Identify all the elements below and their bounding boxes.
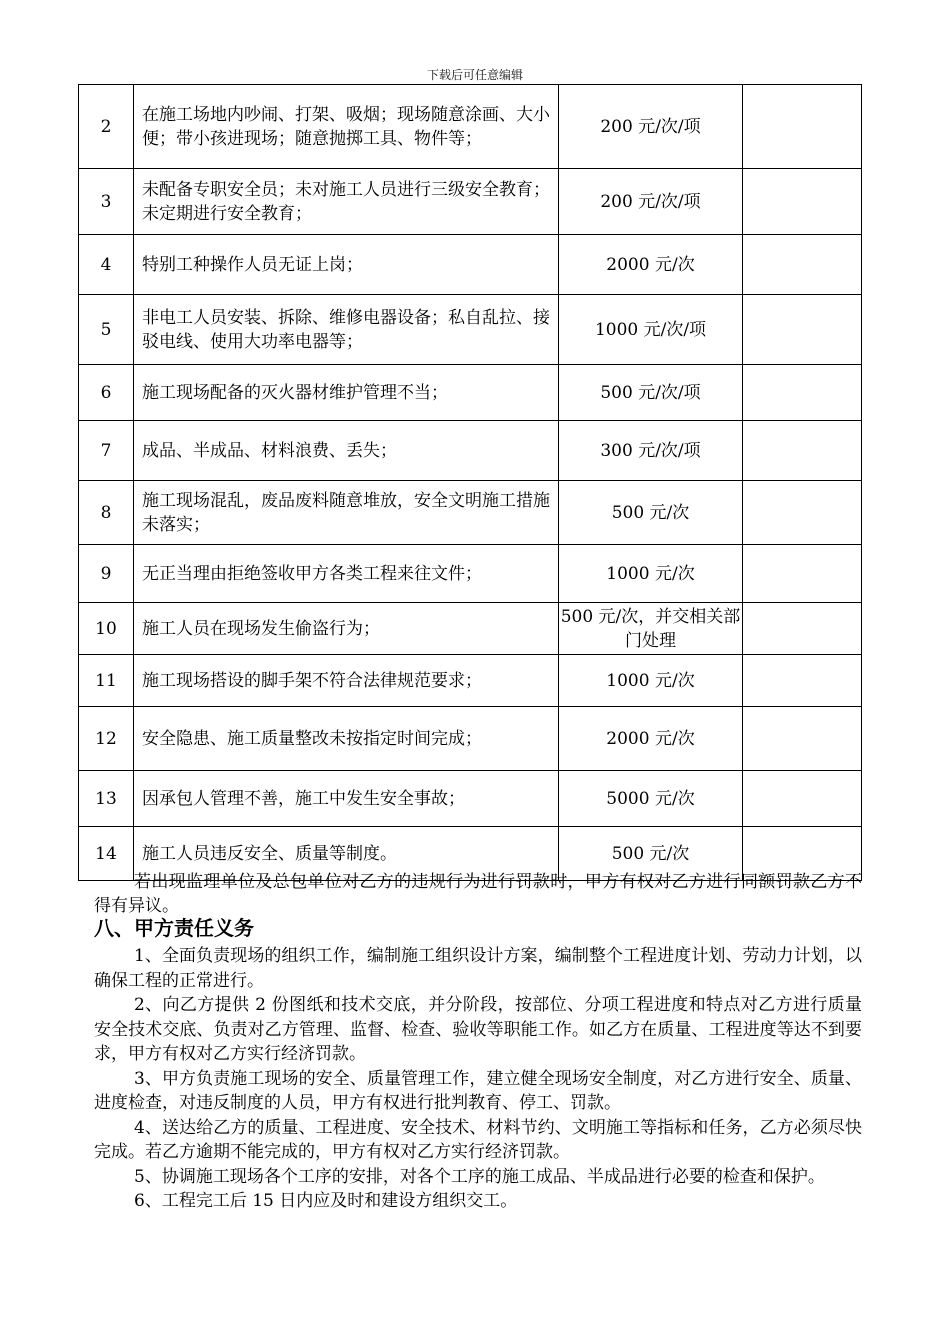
responsibility-item: 4、送达给乙方的质量、工程进度、安全技术、材料节约、文明施工等指标和任务，乙方必须尽快完成。若乙方逾期不能完成的，甲方有权对乙方实行经济罚款。: [94, 1117, 862, 1162]
penalty-note: [94, 870, 862, 918]
row-remark: [743, 85, 862, 169]
row-penalty-amount: 1000 元/次: [559, 655, 743, 707]
row-description: 因承包人管理不善，施工中发生安全事故；: [134, 771, 559, 827]
table-row: [79, 655, 862, 707]
row-description: 非电工人员安装、拆除、维修电器设备；私自乱拉、接驳电线、使用大功率电器等；: [134, 295, 559, 365]
row-number: 5: [79, 295, 134, 365]
responsibility-list: [94, 944, 862, 1214]
row-description: 无正当理由拒绝签收甲方各类工程来往文件；: [134, 545, 559, 603]
row-number: 2: [79, 85, 134, 169]
row-number: 3: [79, 169, 134, 235]
row-description: 施工人员在现场发生偷盗行为；: [134, 603, 559, 655]
row-penalty-amount: 500 元/次: [559, 827, 743, 881]
row-remark: [743, 655, 862, 707]
page-header-note: 下载后可任意编辑: [426, 68, 523, 82]
row-penalty-amount: 1000 元/次/项: [559, 295, 743, 365]
table-row: [79, 365, 862, 421]
row-remark: [743, 545, 862, 603]
row-penalty-amount: 500 元/次/项: [559, 365, 743, 421]
row-remark: [743, 295, 862, 365]
responsibility-item: 6、工程完工后 15 日内应及时和建设方组织交工。: [134, 1191, 518, 1211]
row-description: 施工人员违反安全、质量等制度。: [134, 827, 559, 881]
row-number: 12: [79, 707, 134, 771]
row-description: 安全隐患、施工质量整改未按指定时间完成；: [134, 707, 559, 771]
table-row: [79, 169, 862, 235]
row-penalty-amount: 500 元/次: [559, 481, 743, 545]
responsibility-item: 1、全面负责现场的组织工作，编制施工组织设计方案，编制整个工程进度计划、劳动力计划，以确保工程的正常进行。: [94, 946, 862, 991]
table-row: [79, 603, 862, 655]
row-description: 成品、半成品、材料浪费、丢失；: [134, 421, 559, 481]
row-remark: [743, 169, 862, 235]
table-row: [79, 295, 862, 365]
responsibility-item: 2、向乙方提供 2 份图纸和技术交底，并分阶段，按部位、分项工程进度和特点对乙方进行质量安全技术交底、负责对乙方管理、监督、检查、验收等职能工作。如乙方在质量、工程进度等达不到要求，甲方有权对乙方实行经济罚款。: [94, 995, 862, 1064]
row-penalty-amount: 200 元/次/项: [559, 169, 743, 235]
row-number: 8: [79, 481, 134, 545]
row-penalty-amount: 2000 元/次: [559, 235, 743, 295]
row-description: 施工现场混乱，废品废料随意堆放，安全文明施工措施未落实；: [134, 481, 559, 545]
row-description: 未配备专职安全员；未对施工人员进行三级安全教育；未定期进行安全教育；: [134, 169, 559, 235]
row-penalty-amount: 1000 元/次: [559, 545, 743, 603]
row-number: 10: [79, 603, 134, 655]
row-description: 施工现场搭设的脚手架不符合法律规范要求；: [134, 655, 559, 707]
penalty-table: [78, 84, 862, 881]
row-description: 在施工场地内吵闹、打架、吸烟；现场随意涂画、大小便；带小孩进现场；随意抛掷工具、物件等；: [134, 85, 559, 169]
row-remark: [743, 771, 862, 827]
row-description: 特别工种操作人员无证上岗；: [134, 235, 559, 295]
row-remark: [743, 235, 862, 295]
penalty-note-text: 若出现监理单位及总包单位对乙方的违规行为进行罚款时，甲方有权对乙方进行同额罚款乙方不得有异议。: [94, 872, 862, 916]
row-penalty-amount: 500 元/次，并交相关部门处理: [559, 603, 743, 655]
table-row: [79, 235, 862, 295]
responsibility-item: 3、甲方负责施工现场的安全、质量管理工作，建立健全现场安全制度，对乙方进行安全、质量、进度检查，对违反制度的人员，甲方有权进行批判教育、停工、罚款。: [94, 1068, 862, 1113]
table-row: [79, 85, 862, 169]
row-penalty-amount: 300 元/次/项: [559, 421, 743, 481]
responsibility-item: 5、协调施工现场各个工序的安排，对各个工序的施工成品、半成品进行必要的检查和保护。: [134, 1166, 825, 1187]
row-number: 13: [79, 771, 134, 827]
row-number: 4: [79, 235, 134, 295]
row-penalty-amount: 200 元/次/项: [559, 85, 743, 169]
table-row: [79, 707, 862, 771]
row-remark: [743, 365, 862, 421]
row-number: 9: [79, 545, 134, 603]
row-penalty-amount: 2000 元/次: [559, 707, 743, 771]
row-remark: [743, 603, 862, 655]
row-number: 11: [79, 655, 134, 707]
row-penalty-amount: 5000 元/次: [559, 771, 743, 827]
row-remark: [743, 421, 862, 481]
section-title: 八、甲方责任义务: [94, 916, 254, 940]
table-row: [79, 545, 862, 603]
table-row: [79, 421, 862, 481]
row-number: 14: [79, 827, 134, 881]
row-remark: [743, 707, 862, 771]
row-description: 施工现场配备的灭火器材维护管理不当；: [134, 365, 559, 421]
row-remark: [743, 481, 862, 545]
table-row: [79, 481, 862, 545]
row-number: 6: [79, 365, 134, 421]
row-number: 7: [79, 421, 134, 481]
table-row: [79, 771, 862, 827]
